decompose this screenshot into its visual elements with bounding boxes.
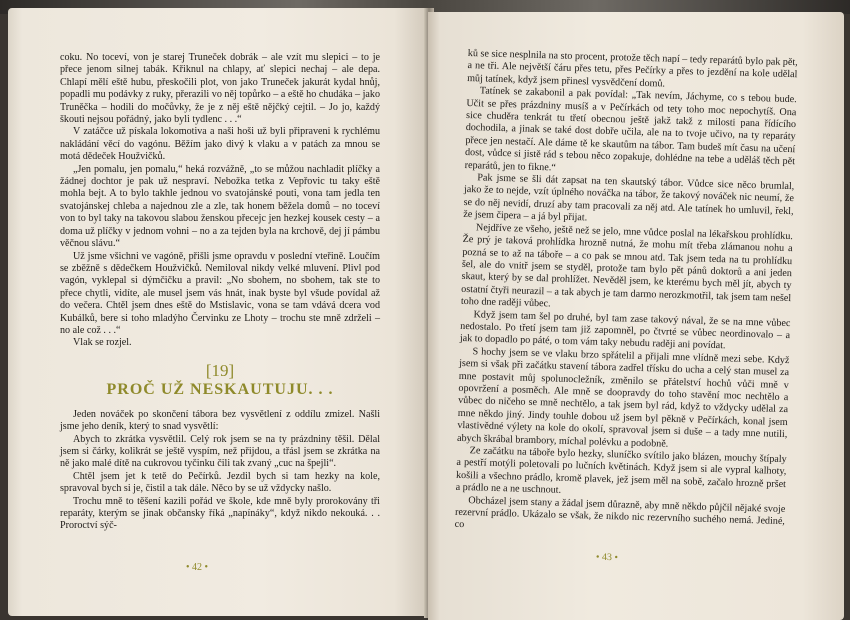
paragraph: V zatáčce už pískala lokomotiva a naši hoši už byli připraveni k rychlému nakládání věcí do vagónu. Běžím jako divý k vlaku a v patách za mnou se motá dědeček Houžvičků. — [60, 126, 380, 163]
chapter-title: PROČ UŽ NESKAUTUJU. . . — [106, 380, 334, 398]
paragraph: Trochu mně to těšení kazili pořád ve škole, kde mně byly prorokovány tři reparáty, kterým se jinak občansky říká „napínáky“, když nikdo nekouká. . . Proroctví sýč- — [60, 495, 380, 532]
paragraph: coku. No toceví, von je starej Truneček dobrák – ale vzít mu slepici – to je přece jenom silnej tabák. Křiknul na chlapy, ať slepici nechaj – ale depa. Chlapí mělí eště hubu, přeskočili plot, von jako Truneček jakurát kydal hnůj, popadli mu podávky z ruky, přerazili vo něj topůrko – a eště ho chudáka – jako Truněčka – hodili do močůvky, že je z něj eště nějčký cejtil. – Jo jo, každý škouti nejsou pořádný, jako byli tydlenc . . .“ — [60, 52, 380, 126]
paragraph: Vlak se rozjel. — [73, 337, 132, 349]
paragraph: ků se sice nesplnila na sto procent, protože těch napí – tedy reparátů bylo pak pět, a ne tři. Ale největší čáru přes tetu, přes Pečírky a přes to jezdění na kole udělal můj tatínek, když jsem přinesl vysvědčení domů. — [467, 48, 798, 90]
paragraph: Nejdříve ze všeho, ještě než se jelo, mne vůdce poslal na lékařskou prohlídku. Že prý je taková prohlídka hrozně nutná, že mohu mít třeba zlámanou nohu a pozná se to až na táboře – a co pak se mnou atd. Tak jsem teda na tu prohlídku šel, ale do vnitř jsem se styděl, protože tam bylo pět pánů doktorů a ani jeden skaut, který by se dal prohlížet. Nevěděl jsem, ke kterému bych měl jít, abych ty ostatní čtyři neurazil – a tak abych je tam darmo nerozkmotřil, tak jsem tam nešel toho dne raději vůbec. — [460, 221, 794, 310]
chapter-number: [19] — [205, 360, 235, 380]
right-page — [428, 12, 844, 620]
paragraph: Už jsme všichni ve vagóně, přišli jsme opravdu v poslední vteřině. Loučím se zběžně s dědečkem Houžvičků. Nemiloval nikdy velké mluvení. Plivl pod vagón, vyklepal si dýmčičku a pravil: „No sbohem, no sbohem, tak ste to přece chytli, vidíte, ale musel jsem vás hnát, inak byste byl všude povídal až do večera. Chtěl jsem dnes eště do Mstislavic, vona se tam vdává dcera vod Kubálků, bere si toho mladýho Červinku ze Lhoty – trochu ste mně zdrželi – no ale což . . .“ — [60, 250, 380, 336]
paragraph: „Jen pomalu, jen pomalu,“ heká rozvážně, „to se můžou nachladit plíčky a žádnej dochtor je pak už nespraví. Nebožka tetka z Vepřovic tu taky eště mohla bejt. A to bylo takhle jednou vo svatojánské pouti, vona tam jedla ten svatojánskej chleba a najednou zle a zle, tak honem běžela domů – no toceví von to byl taky na takovou slabou ženskou přecejc jen hezkej kousek cesty – a doma už plíčky v jednom vohni – no a za tejden byla na krchově, dej jí pámbu věčnou slávu.“ — [60, 163, 380, 250]
paragraph: Když jsem tam šel po druhé, byl tam zase takový nával, že se na mne vůbec nedostalo. Po třetí jsem tam již zapomněl, po čtvrté se vůbec neordinovalo – a jak to dopadlo po páté, o tom vám taky nebudu raději ani povídat. — [459, 308, 791, 352]
page-number-left: • 42 • — [186, 562, 209, 573]
paragraph: Ze začátku na táboře bylo hezky, sluníčko svítilo jako blázen, mouchy štípaly a pestří motýli poletovali po lučních květinách. Když jsem si ale vypral kalhoty, košili a všechno prádlo, kromě plavek, jež jsem měl na sobě, začalo hrozně pršet a prádlo ne a ne uschnout. — [455, 445, 787, 496]
paragraph: S hochy jsem se ve vlaku brzo spřátelil a přijali mne vlídně mezi sebe. Když jsem si však při začátku stavení tábora zadřel třísku do ucha a celý stan musel za mne postavit můj spolunocležník, změnilo se přátelství hochů vůči mně v opovržení a posměch. Ale mně se doopravdy do toho stavění moc nechtělo a vůbec do ničeho se mně nechtělo, a tak jsem byl rád, když to vždycky udělal za mne někdo jiný. Jindy touhle dobou už jsem byl pěkně v Pečírkách, konal jsem vlastivědné výlety na kole do okolí, spravoval jsem si duše – a tady mne nutili, abych škrábal brambory, míchal polévku a podobně. — [456, 345, 790, 450]
left-page-text — [60, 52, 380, 533]
paragraph: Chtěl jsem jet k tetě do Pečírků. Jezdil bych si tam hezky na kole, spravoval bych si je, čistil a tak dále. Něco by se už vždycky našlo. — [60, 470, 380, 495]
left-page — [8, 8, 428, 616]
right-page-text — [454, 48, 797, 541]
paragraph: Obcházel jsem stany a žádal jsem důrazně, aby mně někdo půjčil nějaké svoje rezervní prádlo. Ukázalo se však, že nikdo nic rezervního suchého nemá. Jediné, co — [454, 494, 786, 531]
paragraph: Jeden nováček po skončení tábora bez vysvětlení z oddílu zmizel. Našli jsme jeho deník, který to snad vysvětlí: — [60, 408, 380, 433]
paragraph: Abych to zkrátka vysvětlil. Celý rok jsem se na ty prázdniny těšil. Dělal jsem si čárky, kolikrát se ještě vyspím, než přijdou, a třásl jsem se zkrátka na ně jako malé dítě na cukrovou tyčinku čili tak zvaný „cuc na špejli“. — [60, 433, 380, 470]
paragraph: Pak jsme se šli dát zapsat na ten skautský tábor. Vůdce sice něco brumlal, jako že to nejde, vzít úplného nováčka na tábor, že takový nováček nic neumí, že se do něj nevidí, druzí aby tam pracovali za něj atd. Ale tatínek ho umluvil, řekl, že jsem čipera – a já byl přijat. — [463, 172, 795, 224]
paragraph: Tatínek se zakabonil a pak povídal: „Tak nevím, Jáchyme, co s tebou bude. Učit se přes prázdniny musíš a v Pečírkách od tety toho moc nepochytíš. Ona sice chuděra tenkrát tu třetí obecnou ještě jakž takž z milosti pana řídícího dochodila, a jinak se také dost dobře učila, ale na to tvoje učivo, na ty reparáty přece jen nestačí. Ale dáme tě ke skautům na tábor. Tam budeš mít času na učení dost, vůdce si jistě rád s tebou něco zopakuje, dohlédne na tebe a uděláš těch pět reparátů, jen to fikne.“ — [464, 85, 797, 174]
page-number-right: • 43 • — [595, 551, 619, 564]
